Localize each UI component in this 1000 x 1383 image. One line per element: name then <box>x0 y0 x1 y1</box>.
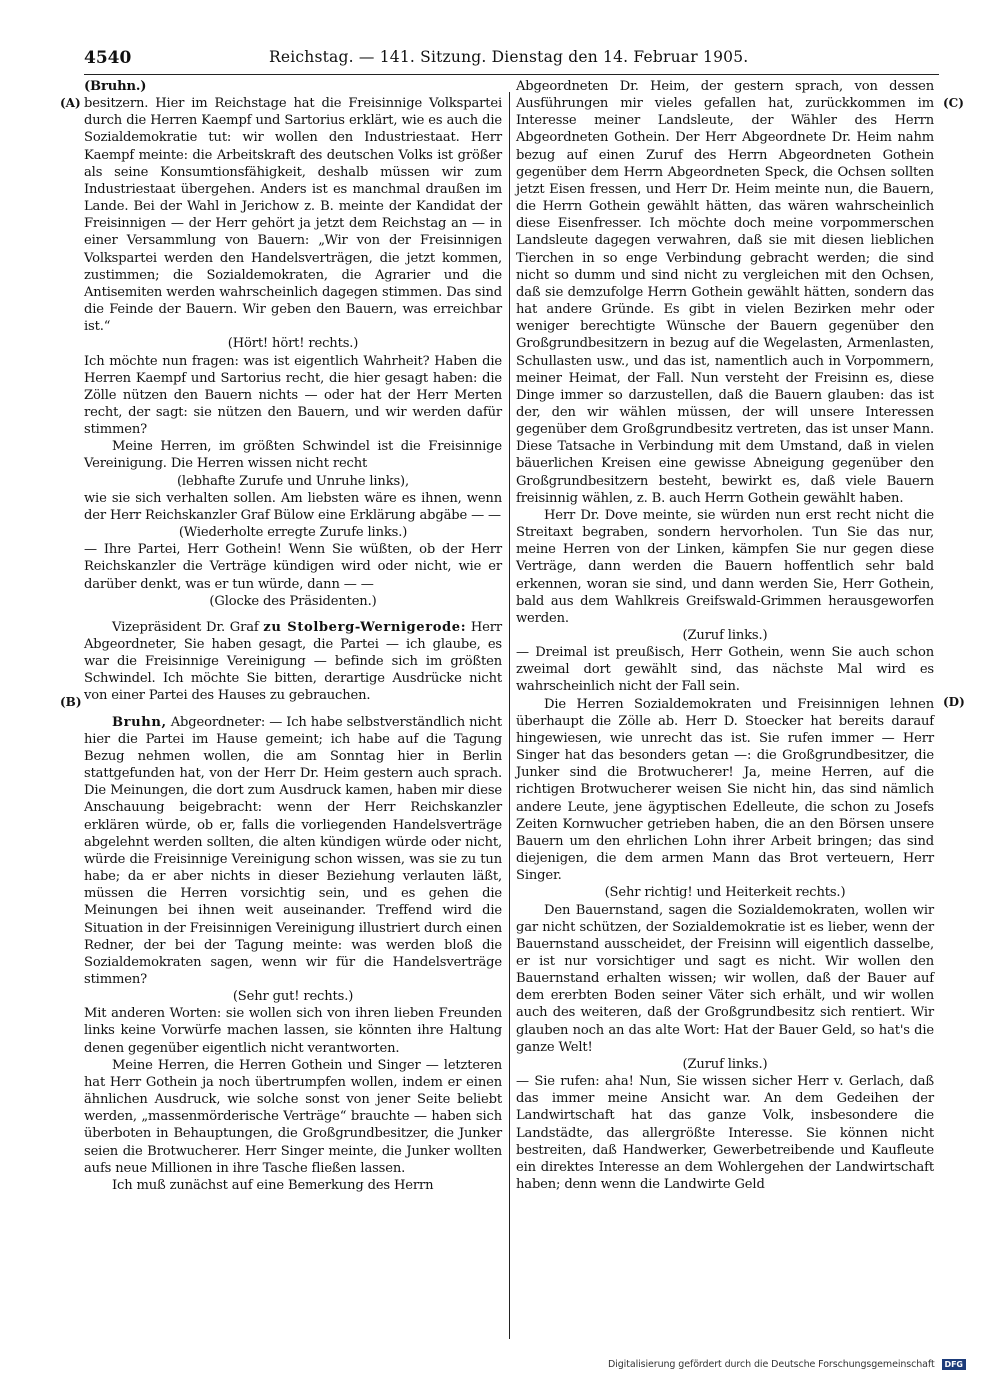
paragraph: Mit anderen Worten: sie wollen sich von ihren lieben Freunden links keine Vorwürfe machen lassen, sie könnten ihre Haltung denen gegenüber eigentlich nicht verantworten. <box>84 1006 502 1056</box>
margin-mark-a: (A) <box>60 96 81 110</box>
running-title: Reichstag. — 141. Sitzung. Dienstag den 14. Februar 1905. <box>269 48 749 66</box>
paragraph: Abgeordneten Dr. Heim, der gestern sprach, von dessen Ausführungen mir vieles gefallen hat, zurückkommen im Interesse meiner Landsleute, der Wähler des Herrn Abgeordneten Gothein. Der Herr Abgeordnete Dr. Heim nahm bezug auf einen Zuruf des Herrn Abgeordneten Gothein gegenüber dem Herrn Abgeordneten Speck, die Ochsen sollten jetzt Eisen fressen, und Herr Dr. Heim meinte nun, die Bauern, die Herrn Gothein gewählt hätten, das wären wahrscheinlich diese Eisenfresser. Ich möchte doch meine vorpommerschen Landsleute dagegen verwahren, daß sie mit diesen lieblichen Tierchen in so enge Verbindung gebracht werden; die sind nicht so dumm und sind nicht zu vergleichen mit den Ochsen, daß sie demzufolge Herrn Gothein gewählt hätten, sondern das hat andere Gründe. Es gibt in vielen Bezirken mehr oder weniger berechtigte Wünsche der Bauern gegenüber den Großgrundbesitzern in bezug auf die Wegelasten, Armenlasten, Schullasten usw., und das ist, namentlich auch in Vorpommern, meiner Heimat, der Fall. Nun versteht der Freisinn es, diese Dinge immer so darzustellen, daß die Bauern glauben: das ist der, den wir wählen müssen, der will unsere Interessen gegenüber dem Großgrundbesitz vertreten, das ist unser Mann. Diese Tatsache in Verbindung mit dem Umstand, daß in vielen bäuerlichen Kreisen eine gewisse Abneigung gegenüber den Großgrundbesitzern besteht, bewirkt es, daß viele Bauern freisinnig wählen, z. B. auch Herrn Gothein gewählt haben. <box>516 79 934 506</box>
interjection: (Sehr richtig! und Heiterkeit rechts.) <box>604 885 846 901</box>
interjection: (lebhafte Zurufe und Unruhe links), <box>176 473 410 489</box>
digitization-footer <box>608 1359 966 1370</box>
paragraph: — Ihre Partei, Herr Gothein! Wenn Sie wüßten, ob der Herr Reichskanzler die Verträge kündigen wird oder nicht, wie er darüber denkt, was er tun würde, dann — — <box>84 542 502 592</box>
margin-mark-d: (D) <box>943 695 965 709</box>
dfg-logo: DFG <box>942 1359 966 1370</box>
interjection: (Zuruf links.) <box>682 1056 768 1072</box>
speaker-name: Bruhn, <box>112 714 167 730</box>
interjection: (Glocke des Präsidenten.) <box>209 593 377 609</box>
paragraph: Meine Herren, die Herren Gothein und Singer — letzteren hat Herr Gothein ja noch übertrumpfen wollen, indem er einen ähnlichen Ausdruck, wie solche sonst von jener Seite beliebt werden, „massenmörderische Verträge“ brauchte — haben sich überboten in Behauptungen, die Großgrundbesitzer, die Junker seien die Brotwucherer. Herr Singer meinte, die Junker wollten aufs neue Millionen in ihre Tasche fließen lassen. <box>84 1057 502 1176</box>
paragraph: — Sie rufen: aha! Nun, Sie wissen sicher Herr v. Gerlach, daß das immer meine Ansicht war. An dem Gedeihen der Landwirtschaft hat das ganze Volk, insbesondere die Landstädte, das allergrößte Interesse. Sie können nicht bestreiten, daß Handwerker, Gewerbetreibende und Kaufleute ein direktes Interesse an dem Wohlergehen der Landwirtschaft haben; denn wenn die Landwirte Geld <box>516 1074 934 1192</box>
paragraph: Ich möchte nun fragen: was ist eigentlich Wahrheit? Haben die Herren Kaempf und Sartorius recht, die hier gesagt haben: die Zölle nützen den Bauern nichts — oder hat der Herr Merten recht, der sagt: sie nützen den Bauern, und wir werden dafür stimmen? <box>84 353 502 438</box>
paragraph: — Dreimal ist preußisch, Herr Gothein, wenn Sie auch schon zweimal dort gewählt sind, das nächste Mal wird es wahrscheinlich nicht der Fall sein. <box>516 645 934 695</box>
column-divider <box>509 92 510 1339</box>
paragraph: Meine Herren, im größten Schwindel ist die Freisinnige Vereinigung. Die Herren wissen nicht recht <box>84 439 502 472</box>
interjection: (Zuruf links.) <box>682 628 768 643</box>
right-column <box>516 78 934 1193</box>
paragraph: Die Herren Sozialdemokraten und Freisinnigen lehnen überhaupt die Zölle ab. Herr D. Stoecker hat bereits darauf hingewiesen, wie unrecht das ist. Sie rufen immer — Herr Singer hat das besonders getan —: die Großgrundbesitzer, die Junker sind die Brotwucherer! Ja, meine Herren, auf die richtigen Brotwucherer weisen Sie nicht hin, das sind nämlich andere Leute, jene ägyptischen Edelleute, die schon zu Josefs Zeiten Kornwucher getrieben haben, die an den Börsen unsere Bauern um den ehrlichen Lohn ihrer Arbeit bringen; das sind diejenigen, die dem armen Mann das Brot verteuern, Herr Singer. <box>516 696 934 884</box>
paragraph: Ich muß zunächst auf eine Bemerkung des Herrn <box>112 1177 434 1193</box>
header-rule <box>84 74 939 75</box>
vice-president-remark: Vizepräsident Dr. Graf zu Stolberg-Wernigerode: Herr Abgeordneter, Sie haben gesagt, die Partei — ich glaube, es war die Freisinnige Vereinigung — befinde sich im größten Schwindel. Ich möchte Sie bitten, derartige Ausdrücke nicht von einer Partei des Hauses zu gebrauchen. <box>84 619 502 704</box>
speaker-name: zu Stolberg-Wernigerode: <box>263 619 467 635</box>
bruhn-speech: Bruhn, Abgeordneter: — Ich habe selbstverständlich nicht hier die Partei im Hause gemeint; ich habe auf die Tagung Bezug nehmen wollen, die am Sonntag hier in Berlin stattgefunden hat, von der Herr Dr. Heim gestern auch sprach. Die Meinungen, die dort zum Ausdruck kamen, haben mir diese Anschauung beigebracht: wenn der Herr Reichskanzler erklären würde, ob er, falls die vorliegenden Handelsverträge abgelehnt werden sollten, die alten kündigen würde oder nicht, würde die Freisinnige Vereinigung schon wissen, was sie zu tun habe; da er aber nichts in dieser Beziehung verlauten läßt, müssen die Herren vorsichtig sein, und es gehen die Meinungen bei ihnen weit auseinander. Treffend wird die Situation in der Freisinnigen Vereinigung illustriert durch einen Redner, der bei der Tagung meinte: was werden bloß die Sozialdemokraten sagen, wenn wir für die Handelsverträge stimmen? <box>84 714 502 987</box>
page-number: 4540 <box>84 48 132 68</box>
margin-mark-b: (B) <box>60 695 82 709</box>
page-header <box>84 48 939 70</box>
interjection: (Hört! hört! rechts.) <box>227 336 359 352</box>
paragraph: Herr Dr. Dove meinte, sie würden nun erst recht nicht die Streitaxt begraben, sondern hervorholen. Tun Sie das nur, meine Herren von der Linken, kämpfen Sie nur gegen diese Verträge, dann werden die Bauern hoffentlich sehr bald erkennen, woran sie sind, und dann werden Sie, Herr Gothein, bald aus dem Wahlkreis Greifswald-Grimmen herausgeworfen werden. <box>516 507 934 626</box>
footer-text: Digitalisierung gefördert durch die Deutsche Forschungsgemeinschaft <box>608 1359 935 1370</box>
left-column <box>84 78 502 1194</box>
paragraph: wie sie sich verhalten sollen. Am liebsten wäre es ihnen, wenn der Herr Reichskanzler Graf Bülow eine Erklärung abgäbe — — <box>84 490 502 523</box>
margin-mark-c: (C) <box>943 96 964 110</box>
paragraph: Den Bauernstand, sagen die Sozialdemokraten, wollen wir gar nicht schützen, der Sozialdemokratie ist es lieber, wenn der Bauernstand ausscheidet, der Freisinn will eigentlich dasselbe, er ist nur vorsichtiger und sagt es nicht. Wir wollen den Bauernstand erhalten wissen; wir wollen, daß der Bauer auf dem ererbten Boden seiner Väter sich erhält, und wir wollen auch des weiteren, daß der Großgrundbesitz sich rentiert. Wir glauben noch an das alte Wort: Hat der Bauer Geld, so hat's die ganze Welt! <box>516 902 934 1055</box>
interjection: (Wiederholte erregte Zurufe links.) <box>178 525 408 541</box>
paragraph: besitzern. Hier im Reichstage hat die Freisinnige Volkspartei durch die Herren Kaempf und Sartorius erklärt, wie es auch die Sozialdemokratie tut: wir wollen den Industriestaat. Herr Kaempf meinte: die Arbeitskraft des deutschen Volks ist größer als seine Konsumtionsfähigkeit, deshalb müssen wir zum Industriestaat übergehen. Anders ist es manchmal draußen im Lande. Bei der Wahl in Jerichow z. B. meinte der Kandidat der Freisinnigen — der Herr gehört ja jetzt dem Reichstag an — in einer Versammlung von Bauern: „Wir von der Freisinnigen Volkspartei werden den Handelsverträgen, die jetzt kommen, zustimmen; die Sozialdemokraten, die Agrarier und die Antisemiten werden wahrscheinlich dagegen stimmen. Das sind die Feinde der Bauern. Wir geben den Bauern, was erreichbar ist.“ <box>84 96 502 335</box>
interjection: (Sehr gut! rechts.) <box>232 989 354 1005</box>
speaker-tag: (Bruhn.) <box>84 79 147 94</box>
